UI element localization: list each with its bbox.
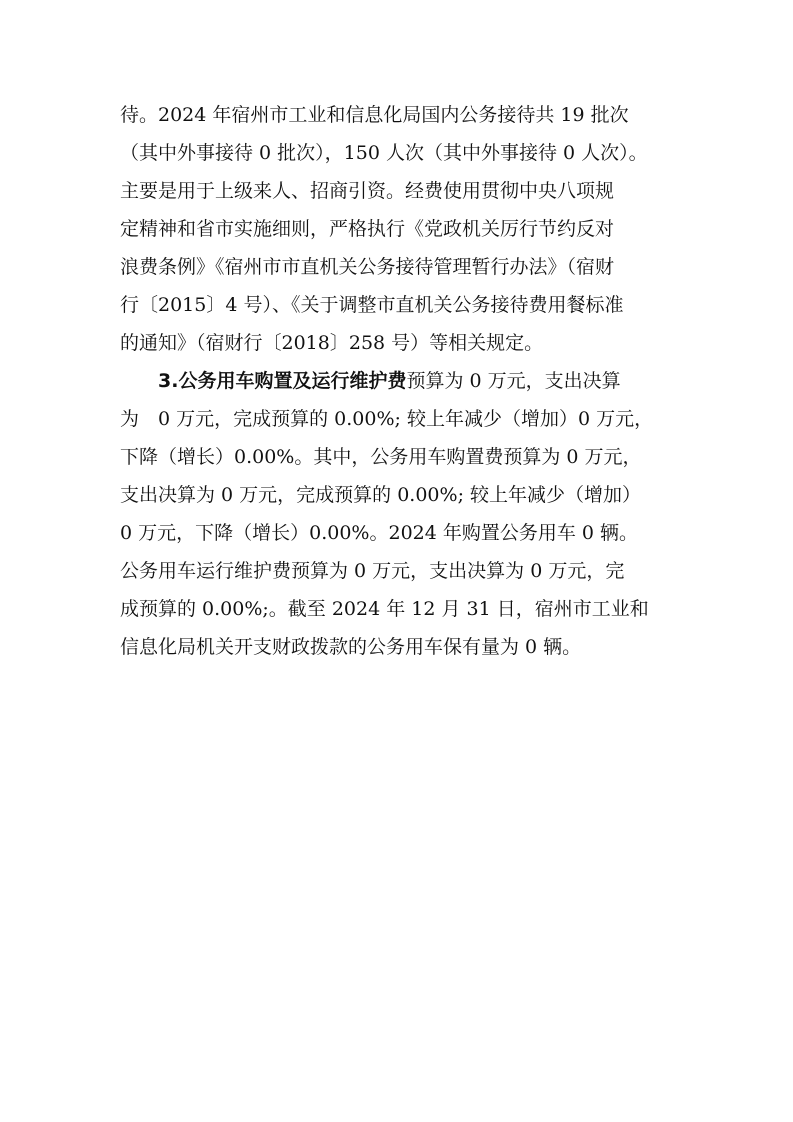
- text-line: （其中外事接待 0 批次），150 人次（其中外事接待 0 人次）。: [120, 142, 648, 164]
- paragraph-vehicle-expenses: [120, 362, 677, 666]
- text-line: 行〔2015〕4 号）、《关于调整市直机关公务接待费用餐标准: [120, 294, 624, 316]
- text-line: 0 万元，下降（增长）0.00%。2024 年购置公务用车 0 辆。: [120, 522, 639, 544]
- section-heading: 3.公务用车购置及运行维护费: [158, 370, 407, 392]
- text-line: 为 0 万元，完成预算的 0.00%; 较上年减少（增加）0 万元，: [120, 408, 654, 430]
- text-line: 的通知》（宿财行〔2018〕258 号）等相关规定。: [120, 332, 544, 354]
- text-line: 支出决算为 0 万元，完成预算的 0.00%; 较上年减少（增加）: [120, 484, 642, 506]
- text-line: 信息化局机关开支财政拨款的公务用车保有量为 0 辆。: [120, 636, 582, 658]
- text-line: 下降（增长）0.00%。其中，公务用车购置费预算为 0 万元，: [120, 446, 642, 468]
- text-line: 主要是用于上级来人、招商引资。经费使用贯彻中央八项规: [120, 180, 615, 202]
- document-body: [120, 96, 677, 666]
- text-line: 定精神和省市实施细则，严格执行《党政机关厉行节约反对: [120, 218, 615, 240]
- text-line: 成预算的 0.00%;。截至 2024 年 12 月 31 日，宿州市工业和: [120, 598, 649, 620]
- text-line: 3.公务用车购置及运行维护费 预算为 0 万元，支出决算: [120, 362, 677, 400]
- text-line: 待。2024 年宿州市工业和信息化局国内公务接待共 19 批次: [120, 104, 629, 126]
- text-line: 浪费条例》《宿州市市直机关公务接待管理暂行办法》（宿财: [120, 256, 615, 278]
- text-line: 公务用车运行维护费预算为 0 万元，支出决算为 0 万元，完: [120, 560, 625, 582]
- paragraph-reception-expenses: [120, 96, 677, 362]
